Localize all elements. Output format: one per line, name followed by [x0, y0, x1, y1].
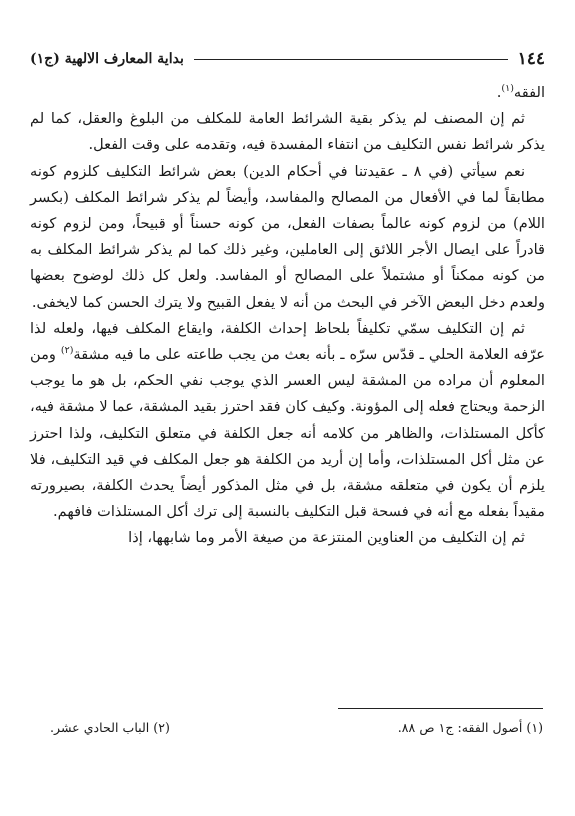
- footnote-1: (١) أصول الفقه: ج١ ص ٨٨.: [397, 719, 543, 735]
- footnote-ref-2[interactable]: (٢): [60, 345, 74, 357]
- paragraph-1-end: .: [496, 84, 502, 101]
- paragraph-4-before: ثم إن التكليف سمّي تكليفاً بلحاظ إحداث الكلفة، وايقاع المكلف فيها، ولعله لذا عرّفه العلامة الحلي ـ قدّس سرّه ـ بأنه بعث من يجب طاعته على ما فيه مشقة: [30, 319, 545, 364]
- paragraph-2: ثم إن المصنف لم يذكر بقية الشرائط العامة للمكلف من البلوغ والعقل، كما لم يذكر شرائط نفس التكليف من انتفاء المفسدة فيه، وتقدمه على وقت الفعل.: [30, 110, 545, 154]
- paragraph-3: نعم سيأتي (في ٨ ـ عقيدتنا في أحكام الدين) بعض شرائط التكليف كلزوم كونه مطابقاً لما في الأفعال من المصالح والمفاسد، وأيضاً لم يذكر شرائط المكلف (بكسر اللام) من لزوم كونه عالماً بصفات الفعل، من كونه حسناً أو قبيحاً، ومن لزوم كونه قادراً على ايصال الأجر اللائق إلى العاملين، وغير ذلك كما لم يذكر شرائط المكلف به من كونه ممكناً أو مشتملاً على المصالح أو المفاسد. ولعل كل ذلك لوضوح بعضها ولعدم دخل البعض الآخر في البحث من أنه لا يفعل القبيح ولا يترك الحسن كما لايخفى.: [30, 162, 545, 311]
- page-header: [30, 48, 545, 70]
- paragraph-1-text: الفقه: [513, 84, 545, 101]
- paragraph-4: [30, 316, 545, 526]
- body-text: [30, 80, 545, 552]
- footnote-2: (٢) الباب الحادي عشر.: [50, 719, 170, 735]
- running-title: بداية المعارف الالهية (ج١): [30, 51, 184, 67]
- paragraph-4-after: ومن المعلوم أن مراده من المشقة ليس العسر الذي يوجب نفي الحكم، بل هو ما يوجب الزحمة ويحتاج فعله إلى المؤونة. وكيف كان فقد احترز بقيد المشقة، عما لا مشقة فيه، كأكل المستلذات، والظاهر من كلامه أنه جعل الكلفة في متعلق التكليف، ولذا احترز عن مثل أكل المستلذات، وأما إن أريد من الكلفة هو جعل المكلف في قيد التكليف، فلا يلزم أن يكون في متعلقه مشقة، بل في مثل المذكور أيضاً يحدث الكلفة، بصيرورته مقيداً بفعله مع أنه في فسحة قبل التكليف بالنسبة إلى ترك أكل المستلذات فافهم.: [30, 346, 545, 521]
- page-number: ١٤٤: [517, 49, 545, 69]
- footnotes: [50, 714, 543, 740]
- footnote-ref-1[interactable]: (١): [501, 83, 514, 95]
- footnote-rule: [338, 708, 543, 709]
- paragraph-5: ثم إن التكليف من العناوين المنتزعة من صيغة الأمر وما شابهها، إذا: [128, 529, 525, 547]
- header-rule: [194, 59, 508, 60]
- paragraph-1: [30, 80, 545, 106]
